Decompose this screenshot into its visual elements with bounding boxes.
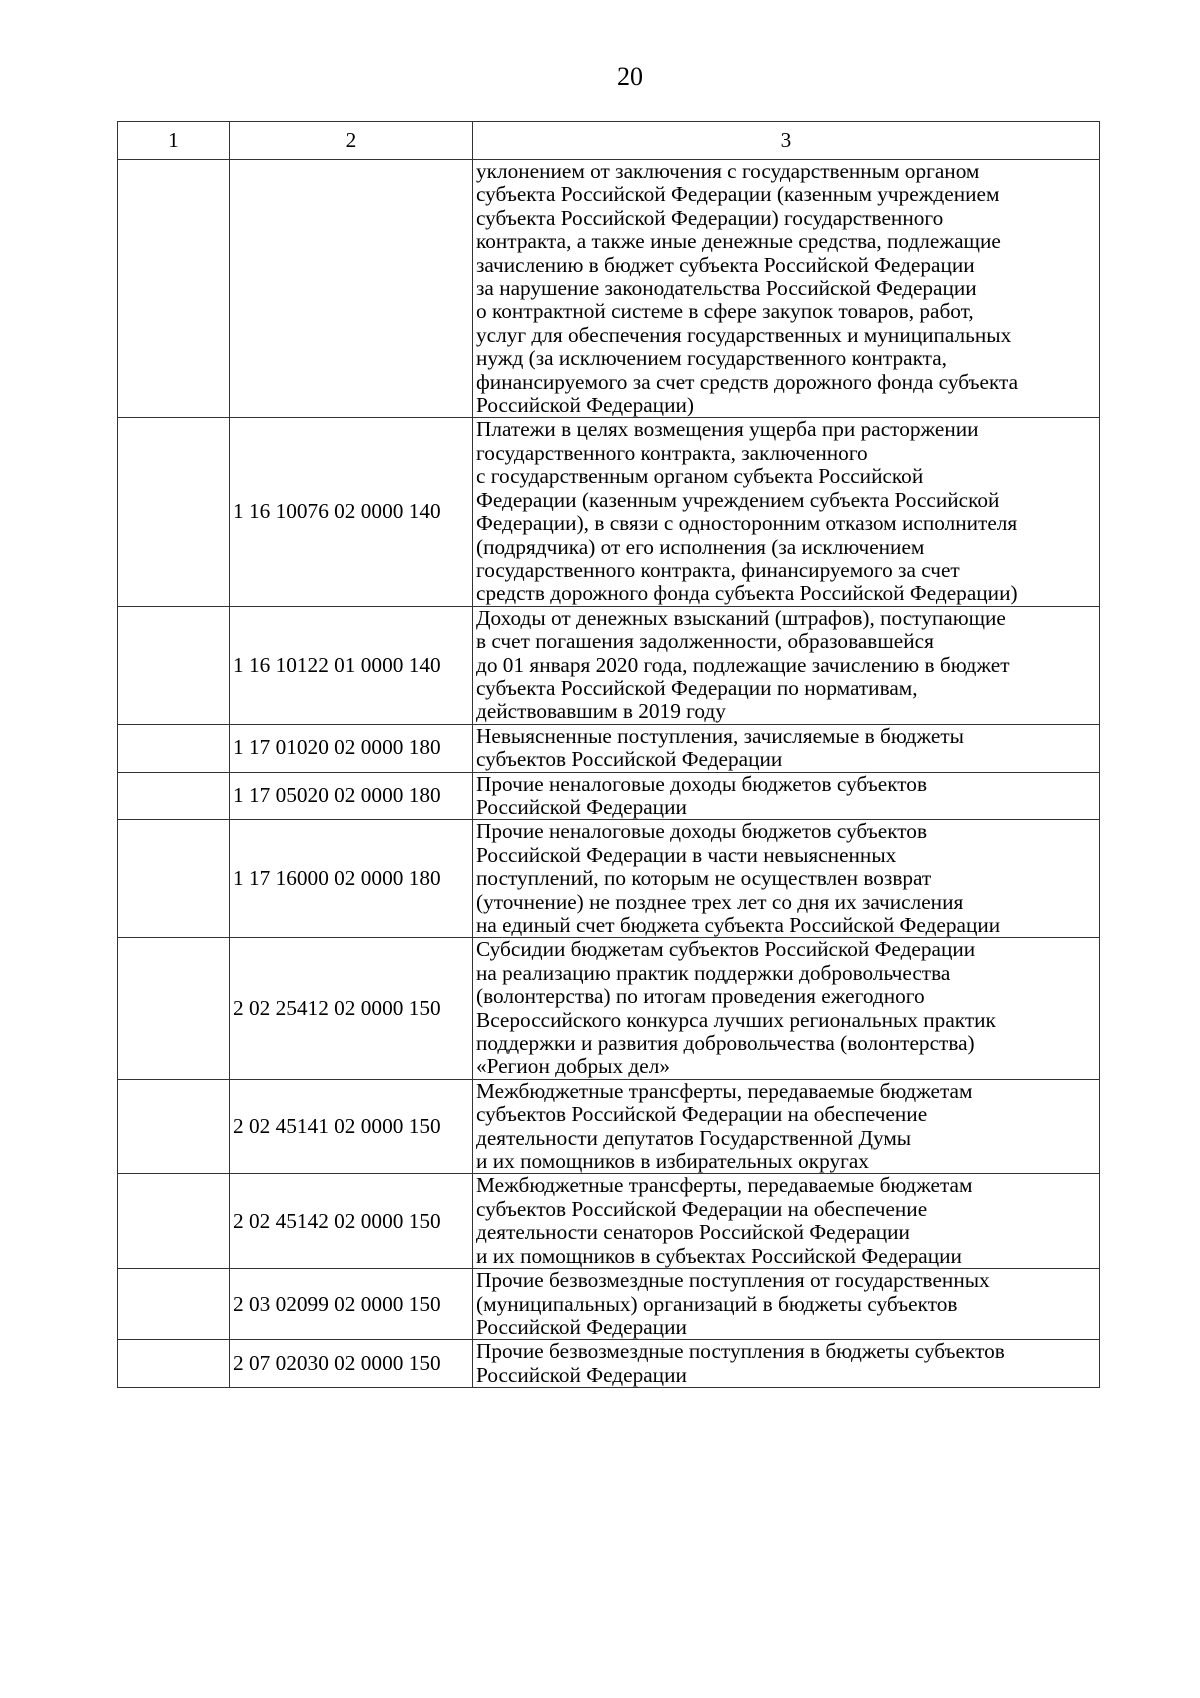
table-header-row bbox=[118, 122, 1100, 160]
table-row bbox=[118, 160, 1100, 418]
column-header-2: 2 bbox=[230, 122, 473, 160]
table-row bbox=[118, 1340, 1100, 1388]
table-row bbox=[118, 772, 1100, 820]
budget-code-cell: 2 07 02030 02 0000 150 bbox=[230, 1340, 473, 1388]
row-number-cell bbox=[118, 938, 230, 1079]
page-number: 20 bbox=[617, 62, 643, 91]
table-row bbox=[118, 938, 1100, 1079]
row-number-cell bbox=[118, 606, 230, 724]
income-description-cell: Платежи в целях возмещения ущерба при расторжении государственного контракта, заключенного с государственным органом субъекта Российской Федерации (казенным учреждением субъекта Российской Федерации), в связи с односторонним отказом исполнителя (подрядчика) от его исполнения (за исключением государственного контракта, финансируемого за счет средств дорожного фонда субъекта Российской Федерации) bbox=[473, 418, 1100, 606]
row-number-cell bbox=[118, 1174, 230, 1269]
row-number-cell bbox=[118, 160, 230, 418]
budget-code-cell: 2 02 25412 02 0000 150 bbox=[230, 938, 473, 1079]
table-row bbox=[118, 820, 1100, 938]
budget-code-cell: 1 17 16000 02 0000 180 bbox=[230, 820, 473, 938]
income-description-cell: Невыясненные поступления, зачисляемые в бюджеты субъектов Российской Федерации bbox=[473, 724, 1100, 772]
table-row bbox=[118, 418, 1100, 606]
row-number-cell bbox=[118, 1079, 230, 1174]
budget-codes-table bbox=[117, 121, 1100, 1388]
table-row bbox=[118, 1269, 1100, 1340]
table-row bbox=[118, 1174, 1100, 1269]
column-header-1: 1 bbox=[118, 122, 230, 160]
income-description-cell: Прочие безвозмездные поступления в бюджеты субъектов Российской Федерации bbox=[473, 1340, 1100, 1388]
row-number-cell bbox=[118, 724, 230, 772]
income-description-cell: Субсидии бюджетам субъектов Российской Федерации на реализацию практик поддержки добровольчества (волонтерства) по итогам проведения ежегодного Всероссийского конкурса лучших региональных практик поддержки и развития добровольчества (волонтерства) «Регион добрых дел» bbox=[473, 938, 1100, 1079]
table-row bbox=[118, 606, 1100, 724]
row-number-cell bbox=[118, 1340, 230, 1388]
budget-code-cell bbox=[230, 160, 473, 418]
budget-code-cell: 1 16 10076 02 0000 140 bbox=[230, 418, 473, 606]
income-description-cell: Прочие неналоговые доходы бюджетов субъектов Российской Федерации в части невыясненных поступлений, по которым не осуществлен возврат (уточнение) не позднее трех лет со дня их зачисления на единый счет бюджета субъекта Российской Федерации bbox=[473, 820, 1100, 938]
budget-code-cell: 1 16 10122 01 0000 140 bbox=[230, 606, 473, 724]
row-number-cell bbox=[118, 418, 230, 606]
income-description-cell: Межбюджетные трансферты, передаваемые бюджетам субъектов Российской Федерации на обеспечение деятельности сенаторов Российской Федерации и их помощников в субъектах Российской Федерации bbox=[473, 1174, 1100, 1269]
column-header-3: 3 bbox=[473, 122, 1100, 160]
row-number-cell bbox=[118, 1269, 230, 1340]
income-description-cell: Прочие безвозмездные поступления от государственных (муниципальных) организаций в бюджеты субъектов Российской Федерации bbox=[473, 1269, 1100, 1340]
income-description-cell: Доходы от денежных взысканий (штрафов), поступающие в счет погашения задолженности, образовавшейся до 01 января 2020 года, подлежащие зачислению в бюджет субъекта Российской Федерации по нормативам, действовавшим в 2019 году bbox=[473, 606, 1100, 724]
budget-code-cell: 2 02 45142 02 0000 150 bbox=[230, 1174, 473, 1269]
row-number-cell bbox=[118, 772, 230, 820]
income-description-cell: Межбюджетные трансферты, передаваемые бюджетам субъектов Российской Федерации на обеспечение деятельности депутатов Государственной Думы и их помощников в избирательных округах bbox=[473, 1079, 1100, 1174]
budget-code-cell: 1 17 01020 02 0000 180 bbox=[230, 724, 473, 772]
row-number-cell bbox=[118, 820, 230, 938]
budget-code-cell: 1 17 05020 02 0000 180 bbox=[230, 772, 473, 820]
table-row bbox=[118, 1079, 1100, 1174]
budget-code-cell: 2 03 02099 02 0000 150 bbox=[230, 1269, 473, 1340]
table-row bbox=[118, 724, 1100, 772]
income-description-cell: Прочие неналоговые доходы бюджетов субъектов Российской Федерации bbox=[473, 772, 1100, 820]
income-description-cell: уклонением от заключения с государственным органом субъекта Российской Федерации (казенным учреждением субъекта Российской Федерации) государственного контракта, а также иные денежные средства, подлежащие зачислению в бюджет субъекта Российской Федерации за нарушение законодательства Российской Федерации о контрактной системе в сфере закупок товаров, работ, услуг для обеспечения государственных и муниципальных нужд (за исключением государственного контракта, финансируемого за счет средств дорожного фонда субъекта Российской Федерации) bbox=[473, 160, 1100, 418]
budget-code-cell: 2 02 45141 02 0000 150 bbox=[230, 1079, 473, 1174]
